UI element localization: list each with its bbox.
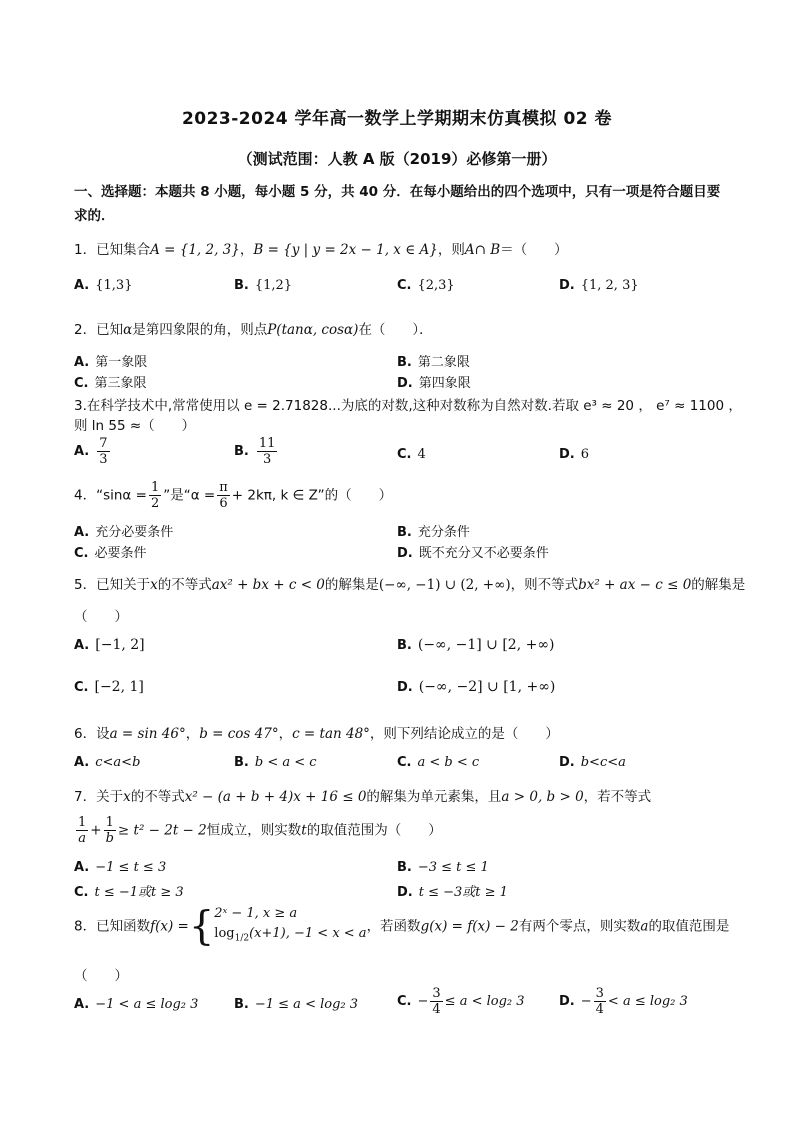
option-label: C. (397, 994, 412, 1009)
fraction-numerator: 1 (150, 480, 160, 495)
fraction-numerator: 3 (432, 986, 441, 1001)
q6-sep: ， (278, 726, 293, 742)
q1-option-d[interactable] (559, 278, 639, 293)
option-text: {2,3} (417, 278, 455, 293)
q7-option-b[interactable] (397, 860, 489, 875)
q8-function-name: f(x) = (150, 918, 189, 935)
fraction-numerator: 11 (258, 436, 276, 451)
q1-tail: ＝（ ） (500, 242, 568, 258)
option-text: 第二象限 (417, 355, 470, 370)
q8-text: 有两个零点，则实数 (518, 918, 641, 935)
q2-option-c[interactable] (74, 372, 147, 391)
option-label: C. (74, 376, 89, 391)
option-label: A. (74, 997, 90, 1012)
option-text: −1 ≤ t ≤ 3 (95, 860, 167, 875)
option-label: A. (74, 278, 90, 293)
fraction (76, 815, 88, 846)
piecewise-case-1: 2ˣ − 1, x ≥ a (214, 906, 298, 921)
q7-text: 恒成立，则实数 (206, 822, 302, 839)
question-3-line2: 则 ln 55 ≈（ ） (74, 418, 196, 434)
q5-solution-set: (−∞, −1) ∪ (2, +∞) (378, 577, 511, 593)
option-label: A. (74, 444, 90, 459)
q2-option-d[interactable] (397, 372, 471, 391)
option-text: {1,3} (95, 278, 133, 293)
q5-option-b[interactable] (397, 637, 554, 653)
q2-mid: 是第四象限的角，则点 (132, 322, 268, 338)
fraction (149, 480, 161, 511)
q8-var-a: a (640, 918, 649, 935)
fraction-numerator: 3 (595, 986, 604, 1001)
option-text: < a ≤ log₂ 3 (607, 994, 688, 1009)
option-label: A. (74, 860, 90, 875)
option-label: B. (397, 525, 412, 540)
section-heading-line2: 求的． (74, 208, 115, 224)
q2-point: P(tanα, cosα) (267, 322, 359, 338)
q1-option-a[interactable] (74, 278, 132, 293)
piecewise-case-2 (214, 924, 366, 949)
fraction-denominator: 6 (219, 496, 228, 511)
fraction-denominator: 3 (99, 452, 108, 467)
option-label: C. (397, 278, 412, 293)
option-label: C. (74, 546, 89, 561)
q7-inequality: x² − (a + b + 4)x + 16 ≤ 0 (184, 789, 367, 805)
log-argument: (x+1), −1 < x < a (249, 926, 367, 941)
option-label: B. (234, 755, 249, 770)
q8-text: 8．已知函数 (74, 918, 151, 935)
q2-prefix: 2．已知 (74, 322, 124, 338)
q5-text: 的不等式 (157, 577, 212, 593)
fraction (594, 986, 606, 1017)
section-heading-line1: 一、选择题：本题共 8 小题，每小题 5 分，共 40 分．在每小题给出的四个选项中，只有一项是符合题目要 (74, 184, 721, 200)
option-label: B. (397, 355, 412, 370)
option-text: {1,2} (254, 278, 293, 293)
fraction-denominator: 2 (150, 496, 160, 511)
option-text: 充分条件 (417, 525, 470, 540)
fraction-denominator: a (78, 831, 87, 846)
log-base: 1/2 (234, 933, 250, 944)
q3-option-b[interactable] (234, 436, 279, 467)
section-heading (74, 180, 734, 228)
option-text: t ≤ −3或t ≥ 1 (418, 885, 508, 900)
option-text: b<c<a (580, 755, 626, 770)
q7-var-x: x (123, 789, 131, 805)
q8-option-a[interactable] (74, 997, 198, 1012)
option-text: −1 < a ≤ log₂ 3 (95, 997, 199, 1012)
q3-option-c[interactable] (397, 447, 426, 462)
question-7-line1 (74, 785, 651, 805)
option-label: B. (234, 444, 249, 459)
q8-option-c[interactable] (397, 986, 525, 1017)
q7-var-t: t (301, 822, 307, 839)
q7-text: 7．关于 (74, 789, 124, 805)
q1-set-a: A = {1, 2, 3} (150, 242, 240, 258)
option-text: 既不充分又不必要条件 (418, 546, 549, 561)
fraction-numerator: π (219, 480, 228, 495)
option-text: [−1, 2] (95, 637, 145, 653)
q5-inequality-1: ax² + bx + c < 0 (211, 577, 325, 593)
option-text: 第三象限 (94, 376, 147, 391)
fraction-numerator: 7 (99, 436, 108, 451)
q7-text: 的解集为单元素集，且 (366, 789, 502, 805)
q5-var-x: x (150, 577, 158, 593)
option-text: a < b < c (417, 755, 480, 770)
option-text: −1 ≤ a < log₂ 3 (254, 997, 359, 1012)
fraction-numerator: 1 (78, 815, 87, 830)
piecewise-cases (214, 904, 366, 949)
q6-b-def: b = cos 47° (199, 726, 279, 742)
option-text: 第四象限 (418, 376, 471, 391)
option-text: t ≤ −1或t ≥ 3 (94, 885, 184, 900)
q4-option-a[interactable] (74, 521, 173, 540)
question-5-line2: （ ） (74, 609, 128, 625)
q4-tail: + 2kπ, k ∈ Z”的（ ） (231, 487, 393, 504)
option-text: (−∞, −2] ∪ [1, +∞) (418, 679, 556, 695)
q5-text: 的解集是 (324, 577, 379, 593)
q1-set-b: B = {y | y = 2x − 1, x ∈ A} (253, 242, 438, 258)
fraction-denominator: b (105, 831, 114, 846)
option-label: A. (74, 755, 90, 770)
q7-option-c[interactable] (74, 881, 184, 900)
q3-option-d[interactable] (559, 447, 589, 462)
fraction-numerator: 1 (104, 815, 116, 831)
option-text: 必要条件 (94, 546, 147, 561)
option-label: D. (397, 885, 413, 900)
question-4-stem (74, 480, 392, 511)
option-label: A. (74, 355, 90, 370)
option-label: D. (397, 376, 413, 391)
question-3-line1: 3.在科学技术中,常常使用以 e = 2.71828...为底的对数,这种对数称为自然对数.若取 e³ ≈ 20 ， e⁷ ≈ 1100 ， (74, 398, 742, 414)
q6-a-def: a = sin 46° (109, 726, 186, 742)
page-title: 2023-2024 学年高一数学上学期期末仿真模拟 02 卷 (181, 109, 613, 129)
option-text: b < a < c (254, 755, 317, 770)
question-7-line2 (74, 815, 442, 846)
fraction (257, 436, 278, 467)
option-label: D. (397, 546, 413, 561)
q4-option-b[interactable] (397, 521, 470, 540)
q7-text: 的取值范围为（ ） (306, 822, 442, 839)
q4-option-c[interactable] (74, 542, 147, 561)
option-label: C. (74, 885, 89, 900)
q1-option-b[interactable] (234, 278, 292, 293)
q6-option-c[interactable] (397, 755, 479, 770)
q7-option-d[interactable] (397, 881, 508, 900)
q6-option-a[interactable] (74, 755, 140, 770)
q5-inequality-2: bx² + ax − c ≤ 0 (578, 577, 692, 593)
q8-text: 的取值范围是 (648, 918, 730, 935)
q2-option-b[interactable] (397, 351, 470, 370)
q5-option-d[interactable] (397, 679, 555, 695)
q6-c-def: c = tan 48° (292, 726, 370, 742)
q1-prefix: 1．已知集合 (74, 242, 151, 258)
fraction (97, 436, 109, 467)
option-text: 第一象限 (95, 355, 148, 370)
q5-text: 的解集是 (691, 577, 746, 593)
q5-option-c[interactable] (74, 679, 144, 695)
fraction (104, 815, 116, 846)
option-text: ≤ a < log₂ 3 (444, 994, 525, 1009)
q7-text: 的不等式 (130, 789, 185, 805)
option-label: B. (397, 860, 412, 875)
q6-text: 6．设 (74, 726, 110, 742)
option-text: 充分必要条件 (95, 525, 174, 540)
q8-option-d[interactable] (559, 986, 688, 1017)
q6-option-d[interactable] (559, 755, 626, 770)
q8-option-b[interactable] (234, 997, 358, 1012)
option-label: B. (397, 638, 412, 653)
q1-comma: ， (239, 242, 254, 258)
q8-g-def: g(x) = f(x) − 2 (420, 918, 519, 935)
q1-option-c[interactable] (397, 278, 455, 293)
question-8-line1 (74, 904, 729, 949)
fraction-denominator: 4 (595, 1002, 604, 1017)
option-text: [−2, 1] (94, 679, 144, 695)
option-text: −3 ≤ t ≤ 1 (417, 860, 489, 875)
question-1-stem (74, 238, 568, 258)
log-text: log (214, 926, 235, 941)
q5-option-a[interactable] (74, 637, 145, 653)
minus-sign: − (417, 994, 429, 1009)
option-label: B. (234, 997, 249, 1012)
q5-text: ，则不等式 (510, 577, 579, 593)
q7-text: ，若不等式 (583, 789, 652, 805)
option-text: 6 (580, 447, 590, 462)
question-8-line2: （ ） (74, 968, 128, 984)
q6-option-b[interactable] (234, 755, 317, 770)
q7-option-a[interactable] (74, 860, 166, 875)
q2-option-a[interactable] (74, 351, 147, 370)
q4-option-d[interactable] (397, 542, 549, 561)
q1-suffix: ，则 (437, 242, 465, 258)
q4-mid: ”是“α = (163, 487, 216, 504)
option-label: A. (74, 638, 90, 653)
q7-condition: a > 0, b > 0 (501, 789, 584, 805)
fraction (430, 986, 442, 1017)
option-label: B. (234, 278, 249, 293)
piecewise-brace: { (188, 903, 215, 950)
page-subtitle: （测试范围：人教 A 版（2019）必修第一册） (237, 150, 557, 168)
option-label: C. (74, 680, 89, 695)
option-label: D. (397, 680, 413, 695)
option-text: (−∞, −1] ∪ [2, +∞) (417, 637, 555, 653)
q6-text: ，则下列结论成立的是（ ） (369, 726, 559, 742)
option-label: A. (74, 525, 90, 540)
q4-prefix: 4．“sinα = (74, 487, 147, 504)
option-label: D. (559, 994, 575, 1009)
fraction-denominator: 3 (262, 452, 272, 467)
option-text: 4 (417, 447, 426, 462)
q8-text: ，若函数 (366, 918, 421, 935)
q5-text: 5．已知关于 (74, 577, 151, 593)
option-label: C. (397, 755, 412, 770)
question-5-line1 (74, 573, 745, 593)
q7-rhs: ≥ t² − 2t − 2 (117, 822, 207, 839)
fraction (217, 480, 230, 511)
q3-option-a[interactable] (74, 436, 112, 467)
option-label: D. (559, 278, 575, 293)
question-2-stem (74, 318, 433, 338)
option-label: C. (397, 447, 412, 462)
q6-sep: ， (185, 726, 200, 742)
q2-tail: 在（ ）． (358, 322, 433, 338)
option-text: {1, 2, 3} (580, 278, 639, 293)
fraction-denominator: 4 (432, 1002, 441, 1017)
q2-alpha: α (123, 322, 133, 338)
q1-expr: A∩ B (464, 242, 501, 258)
q7-plus: + (90, 822, 102, 839)
option-label: D. (559, 755, 575, 770)
option-label: D. (559, 447, 575, 462)
minus-sign: − (580, 994, 592, 1009)
question-6-stem (74, 722, 559, 742)
option-text: c<a<b (95, 755, 141, 770)
